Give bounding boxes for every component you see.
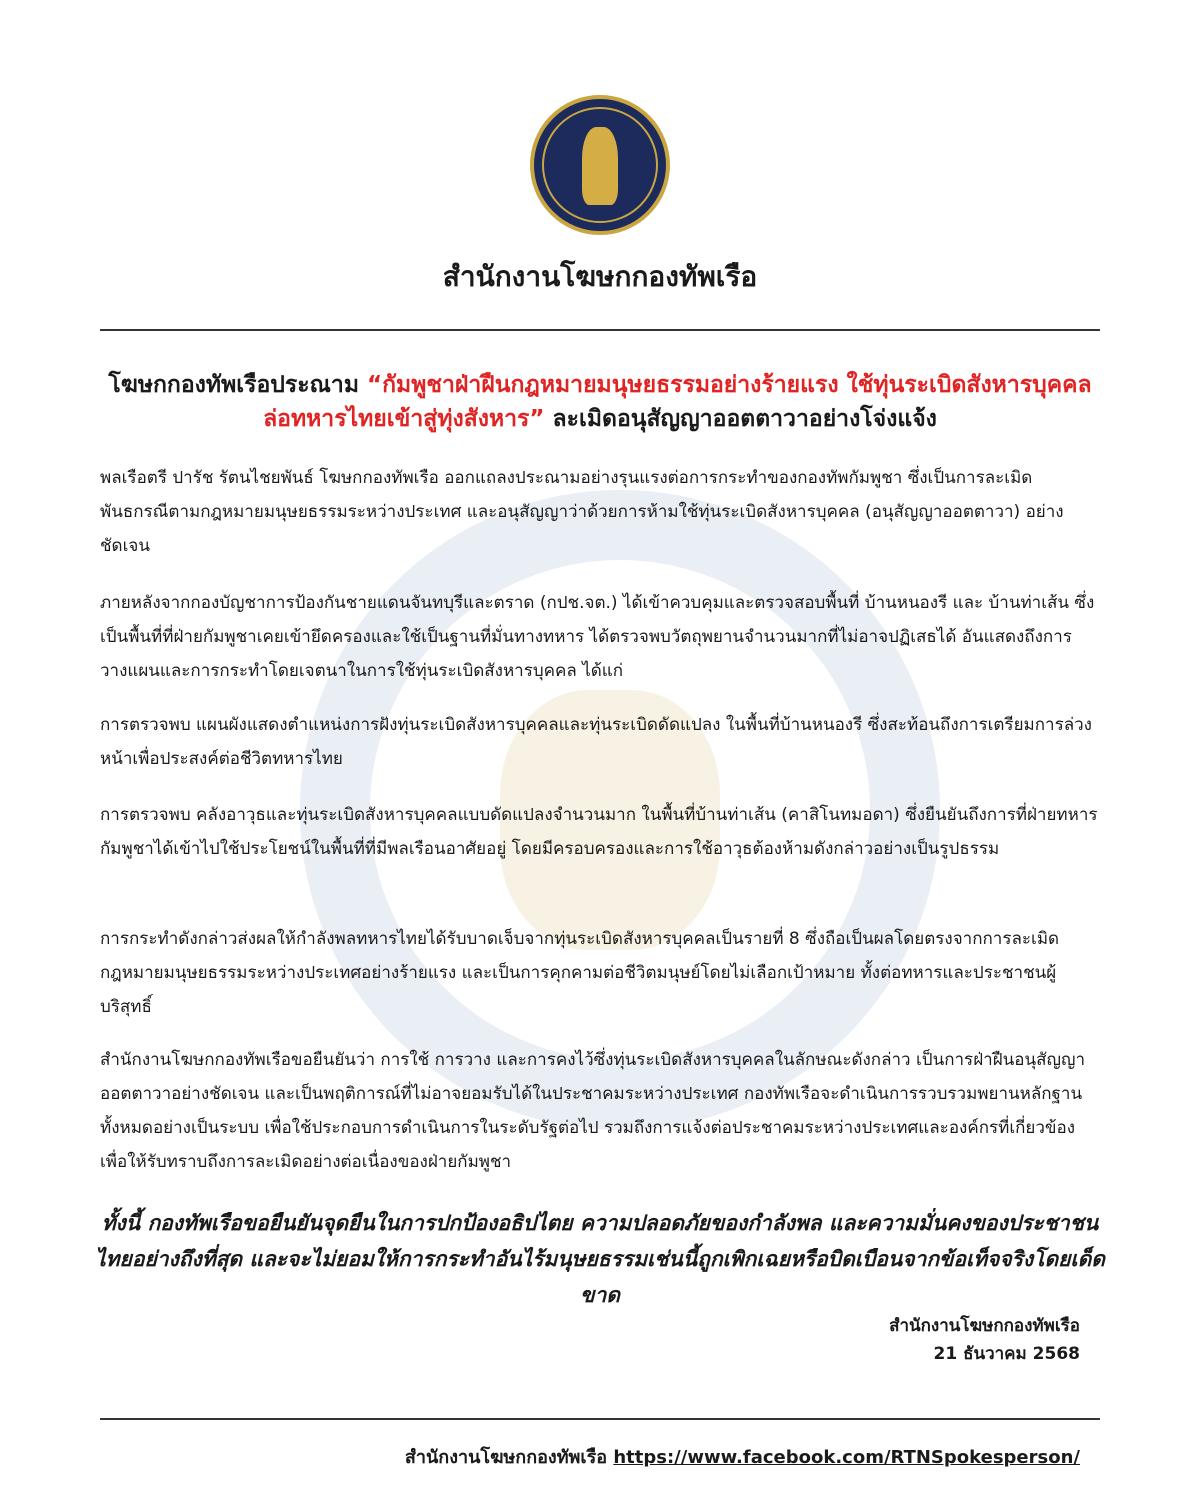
facebook-link[interactable]: https://www.facebook.com/RTNSpokesperson/ (613, 1447, 1080, 1468)
paragraph-2: ภายหลังจากกองบัญชาการป้องกันชายแดนจันทบุรีและตราด (กปช.จต.) ได้เข้าควบคุมและตรวจสอบพื้นที่ บ้านหนองรี และ บ้านท่าเส้น ซึ่งเป็นพื้นที่ที่ฝ่ายกัมพูชาเคยเข้ายึดครองและใช้เป็นฐานที่มั่นทางทหาร ได้ตรวจพบวัตถุพยานจำนวนมากที่ไม่อาจปฏิเสธได้ อันแสดงถึงการวางแผนและการกระทำโดยเจตนาในการใช้ทุ่นระเบิดสังหารบุคคล ได้แก่ (100, 593, 1095, 681)
headline-quote: “กัมพูชาฝ่าฝืนกฎหมายมนุษยธรรมอย่างร้ายแรง ใช้ทุ่นระเบิดสังหารบุคคล ล่อทหารไทยเข้าสู่ทุ่งสังหาร” (263, 372, 1092, 432)
headline-suffix: ละเมิดอนุสัญญาออตตาวาอย่างโจ่งแจ้ง (544, 406, 937, 432)
signature-org: สำนักงานโฆษกกองทัพเรือ (889, 1316, 1080, 1336)
footer (405, 1442, 1080, 1471)
closing-statement: ทั้งนี้ กองทัพเรือขอยืนยันจุดยืนในการปกป้องอธิปไตย ความปลอดภัยของกำลังพล และความมั่นคงของประชาชนไทยอย่างถึงที่สุด และจะไม่ยอมให้การกระทำอันไร้มนุษยธรรมเช่นนี้ถูกเพิกเฉยหรือบิดเบือนจากข้อเท็จจริงโดยเด็ดขาด (95, 1211, 1105, 1307)
navy-spokesperson-logo (530, 95, 670, 235)
signature (889, 1312, 1080, 1368)
headline (100, 368, 1100, 436)
paragraph-1: พลเรือตรี ปารัช รัตนไชยพันธ์ โฆษกกองทัพเรือ ออกแถลงประณามอย่างรุนแรงต่อการกระทำของกองทัพกัมพูชา ซึ่งเป็นการละเมิดพันธกรณีตามกฎหมายมนุษยธรรมระหว่างประเทศ และอนุสัญญาว่าด้วยการห้ามใช้ทุ่นระเบิดสังหารบุคคล (อนุสัญญาออตตาวา) อย่างชัดเจน (100, 468, 1064, 556)
paragraph-5: การกระทำดังกล่าวส่งผลให้กำลังพลทหารไทยได้รับบาดเจ็บจากทุ่นระเบิดสังหารบุคคลเป็นรายที่ 8 ซึ่งถือเป็นผลโดยตรงจากการละเมิดกฎหมายมนุษยธรรมระหว่างประเทศอย่างร้ายแรง และเป็นการคุกคามต่อชีวิตมนุษย์โดยไม่เลือกเป้าหมาย ทั้งต่อทหารและประชาชนผู้บริสุทธิ์ (100, 929, 1060, 1017)
paragraph-3: การตรวจพบ แผนผังแสดงตำแหน่งการฝังทุ่นระเบิดสังหารบุคคลและทุ่นระเบิดดัดแปลง ในพื้นที่บ้านหนองรี ซึ่งสะท้อนถึงการเตรียมการล่วงหน้าเพื่อประสงค์ต่อชีวิตทหารไทย (100, 715, 1092, 769)
divider-top (100, 329, 1100, 331)
divider-bottom (100, 1418, 1100, 1420)
signature-date: 21 ธันวาคม 2568 (933, 1344, 1080, 1364)
paragraph-4: การตรวจพบ คลังอาวุธและทุ่นระเบิดสังหารบุคคลแบบดัดแปลงจำนวนมาก ในพื้นที่บ้านท่าเส้น (คาสิโนทมอดา) ซึ่งยืนยันถึงการที่ฝ่ายทหารกัมพูชาได้เข้าไปใช้ประโยชน์ในพื้นที่ที่มีพลเรือนอาศัยอยู่ โดยมีครอบครองและการใช้อาวุธต้องห้ามดังกล่าวอย่างเป็นรูปธรรม (100, 805, 1098, 859)
footer-org: สำนักงานโฆษกกองทัพเรือ (404, 1447, 608, 1468)
logo-emblem-icon (582, 127, 618, 205)
page-title: สำนักงานโฆษกกองทัพเรือ (442, 260, 758, 293)
paragraph-6: สำนักงานโฆษกกองทัพเรือขอยืนยันว่า การใช้ การวาง และการคงไว้ซึ่งทุ่นระเบิดสังหารบุคคลในลักษณะดังกล่าว เป็นการฝ่าฝืนอนุสัญญาออตตาวาอย่างชัดเจน และเป็นพฤติการณ์ที่ไม่อาจยอมรับได้ในประชาคมระหว่างประเทศ กองทัพเรือจะดำเนินการรวบรวมพยานหลักฐานทั้งหมดอย่างเป็นระบบ เพื่อใช้ประกอบการดำเนินการในระดับรัฐต่อไป รวมถึงการแจ้งต่อประชาคมระหว่างประเทศและองค์กรที่เกี่ยวข้อง เพื่อให้รับทราบถึงการละเมิดอย่างต่อเนื่องของฝ่ายกัมพูชา (100, 1050, 1086, 1172)
headline-prefix: โฆษกกองทัพเรือประณาม (108, 372, 367, 398)
